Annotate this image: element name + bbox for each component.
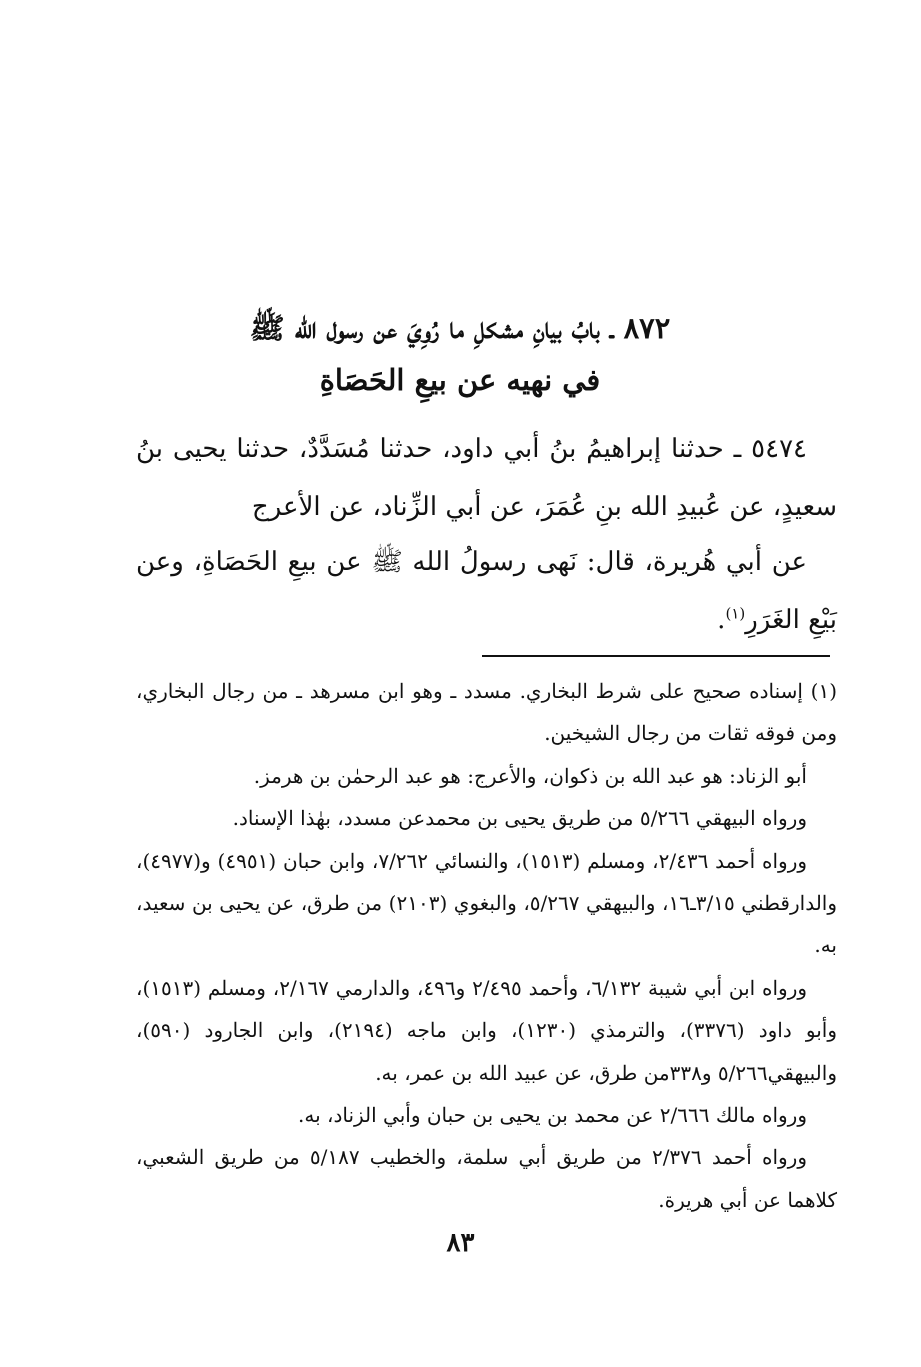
- footnote-reference[interactable]: (١): [725, 604, 746, 623]
- footnote-paragraph: ورواه أحمد ٢/٤٣٦، ومسلم (١٥١٣)، والنسائي ٧/٢٦٢، وابن حبان (٤٩٥١) و(٤٩٧٧)، والدارقطني ٣/١٥ـ١٦، والبيهقي ٥/٢٦٧، والبغوي (٢١٠٣) من طرق، عن يحيى بن سعيد، به.: [136, 848, 838, 958]
- footnote-paragraph: (١) إسناده صحيح على شرط البخاري. مسدد ـ وهو ابن مسرهد ـ من رجال البخاري، ومن فوقه ثقات من رجال الشيخين.: [136, 679, 837, 746]
- footnote-paragraph: ورواه أحمد ٢/٣٧٦ من طريق أبي سلمة، والخطيب ٥/١٨٧ من طريق الشعبي، كلاهما عن أبي هريرة.: [136, 1145, 837, 1212]
- footnotes: [136, 670, 837, 1221]
- chapter-title-line-2: في نهيه عن بيعِ الحَصَاةِ: [319, 363, 601, 397]
- hadith-isnad: ٥٤٧٤ ـ حدثنا إبراهيمُ بنُ أبي داود، حدثنا مُسَدَّدٌ، حدثنا يحيى بنُ سعيدٍ، عن عُبيدِ الله بنِ عُمَرَ، عن أبي الزِّناد، عن الأعرج: [136, 434, 837, 522]
- footnote-paragraph: ورواه ابن أبي شيبة ٦/١٣٢، وأحمد ٢/٤٩٥ و٤٩٦، والدارمي ٢/١٦٧، ومسلم (١٥١٣)، وأبو داود (٣٣٧٦)، والترمذي (١٢٣٠)، وابن ماجه (٢١٩٤)، وابن الجارود (٥٩٠)، والبيهقي٥/٢٦٦ و٣٣٨من طرق، عن عبيد الله بن عمر، به.: [136, 975, 837, 1085]
- footnote-paragraph: أبو الزناد: هو عبد الله بن ذكوان، والأعرج: هو عبد الرحمٰن بن هرمز.: [253, 763, 807, 788]
- hadith-matn-paragraph: [136, 533, 837, 649]
- page-number: ٨٣: [446, 1228, 475, 1258]
- chapter-title-line-1: ٨٧٢ ـ بابُ بيانِ مشكلِ ما رُوِيَ عن رسول الله ﷺ: [249, 311, 671, 345]
- footnote-paragraph: ورواه مالك ٢/٦٦٦ عن محمد بن يحيى بن حبان وأبي الزناد، به.: [297, 1103, 807, 1128]
- hadith-end-punctuation: .: [717, 605, 726, 635]
- hadith-matn: عن أبي هُريرة، قال: نَهى رسولُ الله ﷺ عن بيعِ الحَصَاةِ، وعن بَيْعِ الغَرَرِ: [136, 547, 837, 635]
- footnote-separator: [482, 655, 830, 657]
- footnote-paragraph: ورواه البيهقي ٥/٢٦٦ من طريق يحيى بن محمدعن مسدد، بهٰذا الإسناد.: [232, 806, 807, 831]
